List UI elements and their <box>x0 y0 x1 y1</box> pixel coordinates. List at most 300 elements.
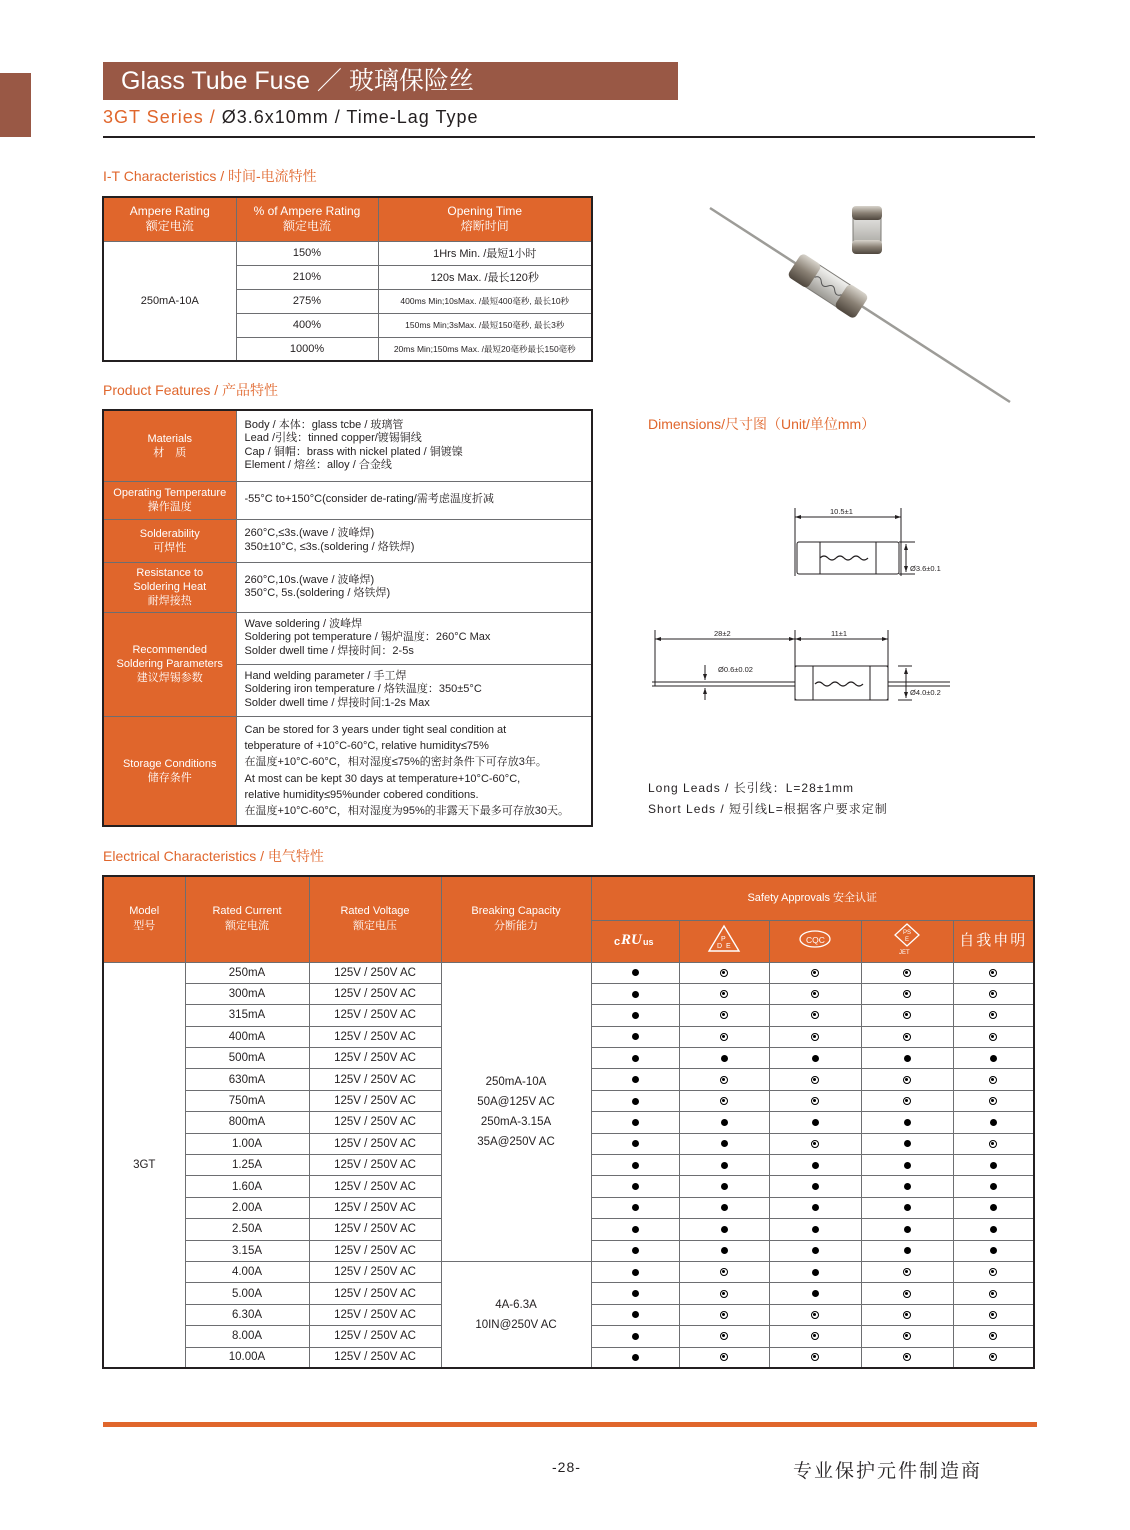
approval-mark-cell <box>953 1155 1034 1176</box>
approval-mark-cell <box>861 1133 953 1154</box>
approved-dot-icon <box>632 1098 639 1105</box>
approval-mark-cell <box>861 1347 953 1368</box>
feat-label-materials: Materials 材 质 <box>103 410 236 481</box>
svg-text:P: P <box>721 935 726 943</box>
approved-dot-icon <box>721 1140 728 1147</box>
pending-ring-icon <box>720 969 728 977</box>
approved-dot-icon <box>721 1226 728 1233</box>
rated-current-cell: 250mA <box>185 962 309 983</box>
pending-ring-icon <box>720 1076 728 1084</box>
pending-ring-icon <box>989 1033 997 1041</box>
approved-dot-icon <box>904 1119 911 1126</box>
pending-ring-icon <box>989 1311 997 1319</box>
approved-dot-icon <box>632 1162 639 1169</box>
rated-voltage-cell: 125V / 250V AC <box>309 1090 441 1111</box>
rated-voltage-cell: 125V / 250V AC <box>309 1347 441 1368</box>
dim-lead-dia: Ø0.6±0.02 <box>718 665 753 674</box>
it-header-percent: % of Ampere Rating 额定电流 <box>236 197 378 241</box>
approval-mark-cell <box>679 1048 769 1069</box>
dimension-drawing <box>640 500 960 710</box>
approval-mark-cell <box>953 1176 1034 1197</box>
rated-voltage-cell: 125V / 250V AC <box>309 1112 441 1133</box>
approved-dot-icon <box>812 1162 819 1169</box>
approved-dot-icon <box>632 1226 639 1233</box>
approved-dot-icon <box>632 1311 639 1318</box>
approval-mark-cell <box>953 1197 1034 1218</box>
pending-ring-icon <box>720 1268 728 1276</box>
approved-dot-icon <box>632 1354 639 1361</box>
approval-mark-cell <box>953 1326 1034 1347</box>
approval-mark-cell <box>679 1304 769 1325</box>
feat-value-hand: Hand welding parameter / 手工焊 Soldering iron temperature / 烙铁温度：350±5°C Solder dwell time / 焊接时间:1-2s Max <box>236 664 592 716</box>
pending-ring-icon <box>811 1332 819 1340</box>
approval-mark-cell <box>953 1069 1034 1090</box>
feat-label-solderability: Solderability 可焊性 <box>103 519 236 562</box>
approval-mark-cell <box>769 1219 861 1240</box>
approval-mark-cell <box>861 1326 953 1347</box>
features-table <box>102 409 593 827</box>
pending-ring-icon <box>903 969 911 977</box>
pending-ring-icon <box>811 1311 819 1319</box>
pending-ring-icon <box>720 1011 728 1019</box>
rated-voltage-cell: 125V / 250V AC <box>309 1155 441 1176</box>
pending-ring-icon <box>811 1011 819 1019</box>
rated-current-cell: 630mA <box>185 1069 309 1090</box>
approved-dot-icon <box>904 1140 911 1147</box>
rated-current-cell: 500mA <box>185 1048 309 1069</box>
approval-mark-cell <box>953 962 1034 983</box>
series-subtitle <box>103 107 479 128</box>
approved-dot-icon <box>812 1183 819 1190</box>
approval-mark-cell <box>861 983 953 1004</box>
approved-dot-icon <box>812 1226 819 1233</box>
feat-label-resistance: Resistance to Soldering Heat 耐焊接热 <box>103 562 236 612</box>
pending-ring-icon <box>903 1332 911 1340</box>
approval-mark-cell <box>591 1240 679 1261</box>
pending-ring-icon <box>989 1011 997 1019</box>
approved-dot-icon <box>632 1033 639 1040</box>
pending-ring-icon <box>720 1353 728 1361</box>
approval-mark-cell <box>861 1112 953 1133</box>
pending-ring-icon <box>811 1033 819 1041</box>
approval-mark-cell <box>769 1347 861 1368</box>
pending-ring-icon <box>811 969 819 977</box>
it-pct: 210% <box>236 265 378 289</box>
approval-mark-cell <box>953 1133 1034 1154</box>
rated-current-cell: 1.00A <box>185 1133 309 1154</box>
approval-mark-cell <box>953 1005 1034 1026</box>
approved-dot-icon <box>904 1162 911 1169</box>
rated-voltage-cell: 125V / 250V AC <box>309 1176 441 1197</box>
approval-mark-cell <box>679 1090 769 1111</box>
rated-current-cell: 8.00A <box>185 1326 309 1347</box>
approved-dot-icon <box>812 1055 819 1062</box>
svg-text:RU: RU <box>621 931 642 948</box>
approved-dot-icon <box>632 1119 639 1126</box>
approved-dot-icon <box>990 1162 997 1169</box>
rated-voltage-cell: 125V / 250V AC <box>309 1005 441 1026</box>
fuse-photo <box>700 196 1020 416</box>
approval-mark-cell <box>679 1155 769 1176</box>
approval-mark-cell <box>861 1069 953 1090</box>
rated-current-cell: 10.00A <box>185 1347 309 1368</box>
it-pct: 150% <box>236 241 378 265</box>
rated-current-cell: 750mA <box>185 1090 309 1111</box>
it-header-time: Opening Time 熔断时间 <box>378 197 592 241</box>
approved-dot-icon <box>632 1012 639 1019</box>
breaking-capacity-line: 50A@125V AC <box>477 1095 555 1108</box>
breaking-capacity-line: 4A-6.3A <box>495 1298 537 1311</box>
feat-value-materials: Body / 本体：glass tcbe / 玻璃管 Lead /引线：tinned copper/镀锡铜线 Cap / 铜帽：brass with nickel plated / 铜镀镍 Element / 熔丝：alloy / 合金线 <box>236 410 592 481</box>
rated-voltage-cell: 125V / 250V AC <box>309 1219 441 1240</box>
breaking-capacity-line: 250mA-3.15A <box>480 1115 552 1128</box>
pending-ring-icon <box>720 1033 728 1041</box>
pending-ring-icon <box>989 1268 997 1276</box>
approval-mark-cell <box>769 1005 861 1026</box>
approval-mark-cell <box>591 1197 679 1218</box>
approved-dot-icon <box>990 1119 997 1126</box>
feat-value-wave: Wave soldering / 波峰焊 Soldering pot temperature / 锡炉温度：260°C Max Solder dwell time / 焊接时间：2-5s <box>236 612 592 664</box>
approved-dot-icon <box>721 1162 728 1169</box>
approval-mark-cell <box>769 1240 861 1261</box>
pending-ring-icon <box>903 1268 911 1276</box>
approved-dot-icon <box>812 1290 819 1297</box>
approved-dot-icon <box>812 1269 819 1276</box>
pending-ring-icon <box>903 1311 911 1319</box>
approved-dot-icon <box>721 1247 728 1254</box>
ul-logo-icon <box>591 920 679 962</box>
approval-mark-cell <box>679 1133 769 1154</box>
pending-ring-icon <box>903 1353 911 1361</box>
pending-ring-icon <box>720 1332 728 1340</box>
rated-voltage-cell: 125V / 250V AC <box>309 1048 441 1069</box>
approved-dot-icon <box>632 1183 639 1190</box>
approval-mark-cell <box>953 1219 1034 1240</box>
approval-mark-cell <box>861 1176 953 1197</box>
approval-mark-cell <box>953 1048 1034 1069</box>
approval-mark-cell <box>861 1240 953 1261</box>
electrical-heading: Electrical Characteristics / 电气特性 <box>103 848 324 864</box>
approval-mark-cell <box>769 1261 861 1282</box>
svg-text:CQC: CQC <box>806 934 825 945</box>
pending-ring-icon <box>903 990 911 998</box>
pse-diamond-logo-icon <box>679 920 769 962</box>
series-spec: Ø3.6x10mm / Time-Lag Type <box>221 107 479 127</box>
approval-mark-cell <box>861 1026 953 1047</box>
rated-voltage-cell: 125V / 250V AC <box>309 1326 441 1347</box>
pending-ring-icon <box>989 969 997 977</box>
approval-mark-cell <box>953 1347 1034 1368</box>
pending-ring-icon <box>720 1311 728 1319</box>
it-heading: I-T Characteristics / 时间-电流特性 <box>103 168 317 184</box>
approval-mark-cell <box>679 1326 769 1347</box>
pending-ring-icon <box>720 1290 728 1298</box>
rated-voltage-cell: 125V / 250V AC <box>309 1304 441 1325</box>
pending-ring-icon <box>903 1290 911 1298</box>
rated-current-cell: 800mA <box>185 1112 309 1133</box>
it-pct: 275% <box>236 289 378 313</box>
approval-mark-cell <box>591 1283 679 1304</box>
approved-dot-icon <box>632 1269 639 1276</box>
approved-dot-icon <box>812 1247 819 1254</box>
approval-mark-cell <box>679 962 769 983</box>
page-number: -28- <box>552 1459 581 1475</box>
approved-dot-icon <box>632 1290 639 1297</box>
rated-voltage-cell: 125V / 250V AC <box>309 1240 441 1261</box>
approval-mark-cell <box>861 1090 953 1111</box>
features-heading: Product Features / 产品特性 <box>103 382 279 398</box>
rated-voltage-cell: 125V / 250V AC <box>309 1026 441 1047</box>
approval-mark-cell <box>679 1219 769 1240</box>
elec-header-model: Model 型号 <box>103 876 185 962</box>
dim-lead-length: 28±2 <box>714 629 731 638</box>
pending-ring-icon <box>720 1097 728 1105</box>
elec-header-breaking: Breaking Capacity 分断能力 <box>441 876 591 962</box>
rated-voltage-cell: 125V / 250V AC <box>309 1283 441 1304</box>
approved-dot-icon <box>812 1119 819 1126</box>
pending-ring-icon <box>811 990 819 998</box>
it-table <box>102 196 593 362</box>
approval-mark-cell <box>769 983 861 1004</box>
feat-label-recommended: Recommended Soldering Parameters 建议焊锡参数 <box>103 612 236 716</box>
footer-rule <box>103 1422 1037 1427</box>
approved-dot-icon <box>632 969 639 976</box>
approval-mark-cell <box>861 1155 953 1176</box>
pending-ring-icon <box>903 1011 911 1019</box>
svg-text:D: D <box>717 942 723 950</box>
approval-mark-cell <box>591 1112 679 1133</box>
approval-mark-cell <box>769 1155 861 1176</box>
approved-dot-icon <box>632 1055 639 1062</box>
approval-mark-cell <box>679 1347 769 1368</box>
feat-value-storage: Can be stored for 3 years under tight seal condition at tebperature of +10°C-60°C, relative humidity≤75% 在温度+10°C-60°C，相对湿度≤75%的密封条件下可存放3年。 At most can be kept 30 days at temperature+10°C-60°C, relative humidity≤95%under cobered conditions. 在温度+10°C-60°C，相对湿度为95%的非露天下最多可存放30天。 <box>236 716 592 826</box>
it-range: 250mA-10A <box>103 241 236 361</box>
pending-ring-icon <box>989 1290 997 1298</box>
rated-current-cell: 5.00A <box>185 1283 309 1304</box>
approval-mark-cell <box>679 983 769 1004</box>
dimensions-heading: Dimensions/尺寸图（Unit/单位mm） <box>648 416 876 432</box>
approval-mark-cell <box>953 1112 1034 1133</box>
approval-mark-cell <box>591 1005 679 1026</box>
approval-mark-cell <box>953 983 1034 1004</box>
approval-mark-cell <box>591 1347 679 1368</box>
elec-header-current: Rated Current 额定电流 <box>185 876 309 962</box>
approval-mark-cell <box>591 1133 679 1154</box>
approval-mark-cell <box>591 1219 679 1240</box>
approval-mark-cell <box>769 1176 861 1197</box>
feat-value-operating: -55°C to+150°C(consider de-rating/需考虑温度折减 <box>236 481 592 519</box>
rated-voltage-cell: 125V / 250V AC <box>309 962 441 983</box>
pse-jet-logo-icon <box>861 920 953 962</box>
approved-dot-icon <box>632 1204 639 1211</box>
approval-mark-cell <box>861 1304 953 1325</box>
it-time: 20ms Min;150ms Max. /最短20毫秒最长150毫秒 <box>378 337 592 361</box>
approval-mark-cell <box>679 1112 769 1133</box>
svg-text:us: us <box>643 936 654 947</box>
approval-mark-cell <box>679 1069 769 1090</box>
rated-current-cell: 3.15A <box>185 1240 309 1261</box>
approval-mark-cell <box>953 1240 1034 1261</box>
approved-dot-icon <box>990 1247 997 1254</box>
rated-voltage-cell: 125V / 250V AC <box>309 1069 441 1090</box>
rated-current-cell: 4.00A <box>185 1261 309 1282</box>
breaking-capacity-cell <box>441 962 591 1261</box>
long-leads-note: Long Leads / 长引线：L=28±1mm <box>648 781 855 795</box>
it-time: 400ms Min;10sMax. /最短400毫秒, 最长10秒 <box>378 289 592 313</box>
approval-mark-cell <box>861 1283 953 1304</box>
it-pct: 1000% <box>236 337 378 361</box>
approval-mark-cell <box>679 1005 769 1026</box>
it-time: 120s Max. /最长120秒 <box>378 265 592 289</box>
approval-mark-cell <box>861 962 953 983</box>
svg-text:c: c <box>614 935 621 948</box>
approval-mark-cell <box>769 1069 861 1090</box>
pending-ring-icon <box>903 1076 911 1084</box>
elec-header-safety: Safety Approvals 安全认证 <box>591 876 1034 920</box>
approval-mark-cell <box>679 1261 769 1282</box>
approved-dot-icon <box>632 991 639 998</box>
breaking-capacity-line: 10IN@250V AC <box>475 1318 557 1331</box>
rated-current-cell: 400mA <box>185 1026 309 1047</box>
approval-mark-cell <box>769 1133 861 1154</box>
svg-text:E: E <box>905 936 910 943</box>
series-name: 3GT Series / <box>103 107 222 127</box>
approved-dot-icon <box>632 1140 639 1147</box>
approved-dot-icon <box>990 1183 997 1190</box>
pending-ring-icon <box>989 1097 997 1105</box>
approval-mark-cell <box>861 1219 953 1240</box>
rated-current-cell: 1.25A <box>185 1155 309 1176</box>
approval-mark-cell <box>769 1048 861 1069</box>
approval-mark-cell <box>591 1069 679 1090</box>
approval-mark-cell <box>679 1240 769 1261</box>
approved-dot-icon <box>904 1055 911 1062</box>
approval-mark-cell <box>679 1176 769 1197</box>
rated-current-cell: 6.30A <box>185 1304 309 1325</box>
rated-voltage-cell: 125V / 250V AC <box>309 1197 441 1218</box>
approval-mark-cell <box>861 1197 953 1218</box>
approval-mark-cell <box>769 1197 861 1218</box>
approval-mark-cell <box>953 1090 1034 1111</box>
footer-tagline: 专业保护元件制造商 <box>793 1461 983 1482</box>
pending-ring-icon <box>989 1140 997 1148</box>
feat-value-solderability: 260°C,≤3s.(wave / 波峰焊) 350±10°C, ≤3s.(soldering / 烙铁焊) <box>236 519 592 562</box>
approval-mark-cell <box>591 1176 679 1197</box>
breaking-capacity-line: 35A@250V AC <box>477 1135 555 1148</box>
approved-dot-icon <box>990 1226 997 1233</box>
it-header-ampere: Ampere Rating 额定电流 <box>103 197 236 241</box>
approval-mark-cell <box>591 1026 679 1047</box>
it-time: 150ms Min;3sMax. /最短150毫秒, 最长3秒 <box>378 313 592 337</box>
pending-ring-icon <box>989 990 997 998</box>
pending-ring-icon <box>811 1140 819 1148</box>
svg-text:JET: JET <box>899 949 910 955</box>
short-leads-note: Short Leds / 短引线L=根据客户要求定制 <box>648 802 888 816</box>
approval-mark-cell <box>953 1283 1034 1304</box>
dim-cap-dia: Ø4.0±0.2 <box>910 688 941 697</box>
page-title: Glass Tube Fuse ／ 玻璃保险丝 <box>103 62 678 100</box>
approval-mark-cell <box>769 1326 861 1347</box>
rated-voltage-cell: 125V / 250V AC <box>309 983 441 1004</box>
approval-mark-cell <box>591 1048 679 1069</box>
approval-mark-cell <box>769 1283 861 1304</box>
approved-dot-icon <box>721 1119 728 1126</box>
dim-cap-length: 11±1 <box>831 629 848 638</box>
approval-mark-cell <box>953 1026 1034 1047</box>
rated-current-cell: 1.60A <box>185 1176 309 1197</box>
approved-dot-icon <box>904 1183 911 1190</box>
approval-mark-cell <box>591 1261 679 1282</box>
approved-dot-icon <box>721 1183 728 1190</box>
approval-mark-cell <box>769 1090 861 1111</box>
approval-mark-cell <box>679 1283 769 1304</box>
pending-ring-icon <box>989 1353 997 1361</box>
approved-dot-icon <box>812 1204 819 1211</box>
it-time: 1Hrs Min. /最短1小时 <box>378 241 592 265</box>
approval-mark-cell <box>591 1304 679 1325</box>
approval-mark-cell <box>591 983 679 1004</box>
approved-dot-icon <box>721 1204 728 1211</box>
table-row <box>103 962 1034 983</box>
approved-dot-icon <box>632 1076 639 1083</box>
approval-mark-cell <box>769 1026 861 1047</box>
table-row <box>103 1261 1034 1282</box>
approved-dot-icon <box>632 1247 639 1254</box>
model-cell: 3GT <box>103 962 185 1368</box>
header-rule <box>103 136 1035 138</box>
feat-value-resistance: 260°C,10s.(wave / 波峰焊) 350°C, 5s.(soldering / 烙铁焊) <box>236 562 592 612</box>
electrical-table <box>102 875 1035 1369</box>
approved-dot-icon <box>632 1333 639 1340</box>
dim-body-dia: Ø3.6±0.1 <box>910 564 941 573</box>
approval-mark-cell <box>953 1304 1034 1325</box>
approved-dot-icon <box>990 1204 997 1211</box>
side-tab <box>0 73 31 137</box>
breaking-capacity-line: 250mA-10A <box>485 1075 547 1088</box>
svg-text:E: E <box>726 942 731 950</box>
cqc-logo-icon <box>769 920 861 962</box>
pending-ring-icon <box>811 1076 819 1084</box>
approval-mark-cell <box>861 1261 953 1282</box>
approved-dot-icon <box>721 1055 728 1062</box>
feat-label-storage: Storage Conditions 储存条件 <box>103 716 236 826</box>
pending-ring-icon <box>989 1332 997 1340</box>
rated-voltage-cell: 125V / 250V AC <box>309 1261 441 1282</box>
rated-current-cell: 300mA <box>185 983 309 1004</box>
rated-current-cell: 2.50A <box>185 1219 309 1240</box>
breaking-capacity-cell <box>441 1261 591 1368</box>
approval-mark-cell <box>861 1048 953 1069</box>
pending-ring-icon <box>720 990 728 998</box>
approval-mark-cell <box>591 1090 679 1111</box>
rated-voltage-cell: 125V / 250V AC <box>309 1133 441 1154</box>
approval-mark-cell <box>769 1112 861 1133</box>
approval-mark-cell <box>591 1326 679 1347</box>
approval-mark-cell <box>591 1155 679 1176</box>
rated-current-cell: 315mA <box>185 1005 309 1026</box>
approval-mark-cell <box>591 962 679 983</box>
approved-dot-icon <box>990 1055 997 1062</box>
feat-label-operating: Operating Temperature 操作温度 <box>103 481 236 519</box>
approved-dot-icon <box>904 1204 911 1211</box>
it-pct: 400% <box>236 313 378 337</box>
dim-body-length: 10.5±1 <box>830 507 853 516</box>
approval-mark-cell <box>861 1005 953 1026</box>
approval-mark-cell <box>769 962 861 983</box>
rated-current-cell: 2.00A <box>185 1197 309 1218</box>
approval-mark-cell <box>953 1261 1034 1282</box>
pending-ring-icon <box>811 1353 819 1361</box>
